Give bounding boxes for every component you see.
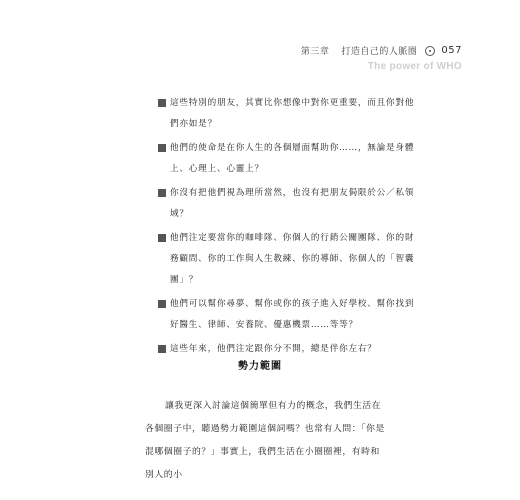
square-bullet-icon xyxy=(158,189,166,197)
body-paragraph: 讓我更深入討論這個簡單但有力的概念，我們生活在各個圈子中，聽過勢力範圍這個詞嗎？也常有人問：「你是混哪個圈子的？」事實上，我們生活在小圈圈裡，有時和別人的小 xyxy=(145,401,385,480)
list-item xyxy=(158,183,420,225)
square-bullet-icon xyxy=(158,234,166,242)
list-item-text: 這些特別的朋友，其實比你想像中對你更重要，而且你對他們亦如是？ xyxy=(170,98,415,129)
list-item xyxy=(158,93,420,135)
list-item xyxy=(158,138,420,180)
list-item-text: 這些年來，他們注定跟你分不開，總是伴你左右？ xyxy=(170,344,377,354)
running-head xyxy=(301,44,462,57)
chapter-title: 打造自己的人脈圈 xyxy=(341,47,418,57)
question-list xyxy=(158,93,420,363)
list-item xyxy=(158,294,420,336)
square-bullet-icon xyxy=(158,144,166,152)
list-item xyxy=(158,228,420,291)
list-item-text: 他們的使命是在你人生的各個層面幫助你……，無論是身體上、心理上、心靈上？ xyxy=(170,143,415,174)
book-subtitle: The power of WHO xyxy=(367,61,462,72)
square-bullet-icon xyxy=(158,300,166,308)
square-bullet-icon xyxy=(158,345,166,353)
chapter-label: 第三章 xyxy=(300,47,330,57)
square-bullet-icon xyxy=(158,99,166,107)
section-heading: 勢力範圍 xyxy=(238,361,282,372)
page-header xyxy=(301,44,462,72)
list-item-text: 他們可以幫你尋夢、幫你或你的孩子進入好學校、幫你找到好醫生、律師、安養院、優惠機票……等等？ xyxy=(170,299,415,330)
page-number: 057 xyxy=(441,45,462,56)
list-item-text: 你沒有把他們視為理所當然，也沒有把朋友侷限於公／私領域？ xyxy=(170,188,415,219)
list-item-text: 他們注定要當你的咖啡隊、你個人的行銷公關團隊、你的財務顧問、你的工作與人生教練、你的導師、你個人的「智囊團」？ xyxy=(170,233,415,285)
target-icon xyxy=(425,46,435,56)
